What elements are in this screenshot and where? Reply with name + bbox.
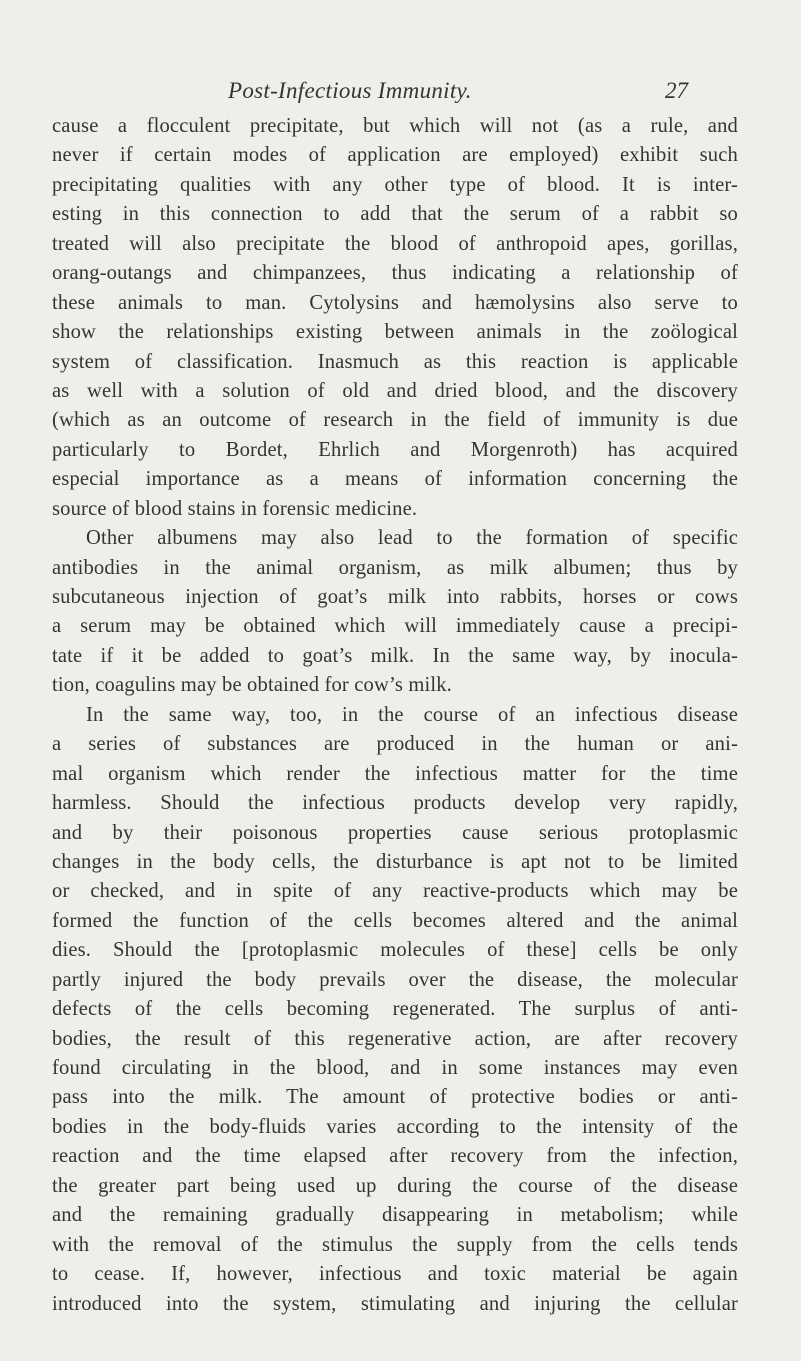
text-line: pass into the milk. The amount of protective bodies or anti-	[52, 1086, 738, 1109]
text-line: (which as an outcome of research in the field of immunity is due	[52, 409, 738, 432]
text-line: harmless. Should the infectious products develop very rapidly,	[52, 792, 738, 815]
text-line: cause a flocculent precipitate, but which will not (as a rule, and	[52, 115, 738, 137]
text-line: formed the function of the cells becomes altered and the animal	[52, 909, 738, 932]
running-title: Post-Infectious Immunity.	[228, 78, 472, 103]
text-line: with the removal of the stimulus the supply from the cells tends	[52, 1233, 738, 1256]
text-line: the greater part being used up during the course of the disease	[52, 1174, 738, 1197]
text-line: treated will also precipitate the blood of anthropoid apes, gorillas,	[52, 232, 738, 255]
text-line: especial importance as a means of information concerning the	[52, 468, 738, 491]
text-line: mal organism which render the infectious matter for the time	[52, 762, 738, 785]
text-line: particularly to Bordet, Ehrlich and Morgenroth) has acquired	[52, 438, 738, 461]
text-line: bodies, the result of this regenerative action, are after recovery	[52, 1027, 738, 1050]
text-line: subcutaneous injection of goat’s milk into rabbits, horses or cows	[52, 586, 738, 608]
text-line: defects of the cells becoming regenerated. The surplus of anti-	[52, 998, 738, 1021]
text-line: introduced into the system, stimulating and injuring the cellular	[52, 1292, 738, 1315]
text-line: tion, coagulins may be obtained for cow’s milk.	[52, 674, 452, 697]
text-line: source of blood stains in forensic medicine.	[52, 497, 418, 520]
text-line: dies. Should the [protoplasmic molecules of these] cells be only	[52, 939, 738, 962]
text-line: or checked, and in spite of any reactive-products which may be	[52, 880, 738, 903]
paragraph-start-line: In the same way, too, in the course of an infectious disease	[86, 703, 738, 726]
text-line: and by their poisonous properties cause serious protoplasmic	[52, 821, 738, 844]
body-text	[52, 112, 738, 1319]
text-line: these animals to man. Cytolysins and hæmolysins also serve to	[52, 291, 738, 314]
page-number: 27	[665, 78, 688, 103]
text-line: reaction and the time elapsed after recovery from the infection,	[52, 1145, 738, 1168]
text-line: never if certain modes of application are employed) exhibit such	[52, 144, 738, 167]
page-header	[0, 78, 801, 110]
text-line: a serum may be obtained which will immediately cause a precipi-	[52, 615, 738, 638]
text-line: tate if it be added to goat’s milk. In the same way, by inocula-	[52, 644, 738, 667]
text-line: to cease. If, however, infectious and toxic material be again	[52, 1263, 738, 1286]
text-line: a series of substances are produced in the human or ani-	[52, 733, 738, 756]
text-line: bodies in the body-fluids varies according to the intensity of the	[52, 1115, 738, 1138]
text-line: antibodies in the animal organism, as milk albumen; thus by	[52, 556, 738, 579]
text-line: changes in the body cells, the disturbance is apt not to be limited	[52, 850, 738, 873]
text-line: partly injured the body prevails over the disease, the molecular	[52, 968, 738, 991]
paragraph-start-line: Other albumens may also lead to the formation of specific	[86, 527, 738, 550]
text-line: precipitating qualities with any other type of blood. It is inter-	[52, 173, 738, 196]
text-line: system of classification. Inasmuch as this reaction is applicable	[52, 350, 738, 373]
text-line: show the relationships existing between animals in the zoölogical	[52, 321, 738, 344]
text-line: as well with a solution of old and dried blood, and the discovery	[52, 379, 738, 402]
text-line: and the remaining gradually disappearing in metabolism; while	[52, 1204, 738, 1227]
text-line: esting in this connection to add that the serum of a rabbit so	[52, 203, 738, 226]
text-line: found circulating in the blood, and in some instances may even	[52, 1057, 738, 1079]
text-line: orang-outangs and chimpanzees, thus indicating a relationship of	[52, 262, 738, 285]
